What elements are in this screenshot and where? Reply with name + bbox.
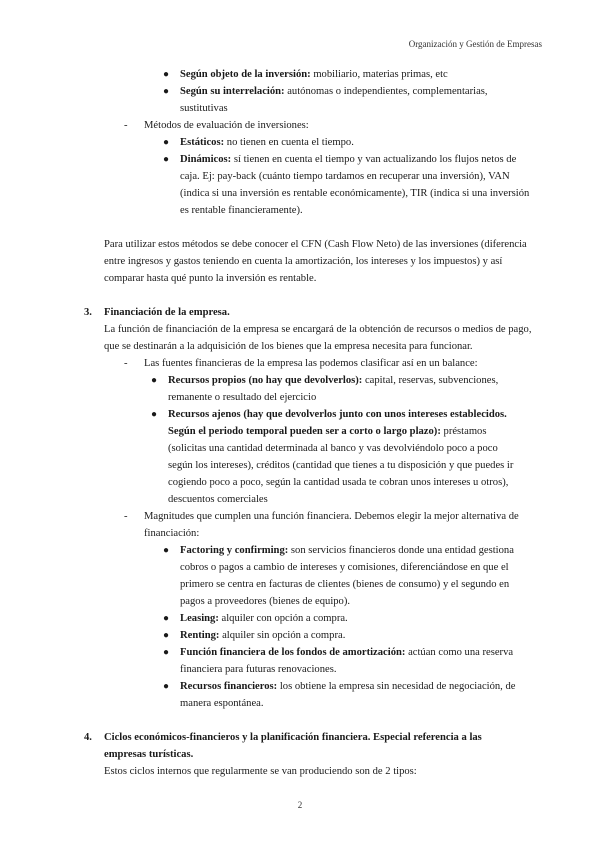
bullet-icon: ● <box>163 86 170 97</box>
bullet-icon: ● <box>163 545 170 556</box>
cfn-paragraph: Para utilizar estos métodos se debe conocer el CFN (Cash Flow Neto) de las inversiones (diferencia entre ingresos y gastos teniendo en cuenta la amortización, los intereses y los impuestos) y así comparar hasta qué punto la inversión es rentable. <box>104 239 527 284</box>
section-3-heading: 3. Financiación de la empresa. <box>84 307 230 318</box>
bullet-icon: ● <box>163 137 170 148</box>
bullet-icon: ● <box>163 647 170 658</box>
list-item: ● Leasing: alquiler con opción a compra. <box>180 610 534 627</box>
financial-sources-list: ● Recursos propios (no hay que devolverlos): capital, reservas, subvenciones, remanente o resultado del ejercicio ● Recursos ajenos (hay que devolverlos junto con unos intereses establecidos. Según el periodo temporal pueden ser a corto o largo plazo): préstamos (solicitas una cantidad determinada al banco y vas devolviéndolo poco a poco según los intereses), créditos (cantidad que tienes a tu disposición y que puedes ir cogiendo poco a poco, según la cantidad usada te cobran unos intereses u otros), descuentos comerciales <box>168 372 534 508</box>
page-content: ● Según objeto de la inversión: mobiliario, materias primas, etc ● Según su interrelación: autónomas o independientes, complementarias, sustitutivas - Métodos de evaluación de inversiones: ● Estáticos: no tienen en cuenta el tiempo. ● Dinámicos: sí tienen en cuenta el tiempo y van actualizando los flujos netos de caja. Ej: pay-back (cuánto tiempo tardamos en recuperar una inversión), VAN (indica si una inversión es rentable económicamente), TIR (indica si una inversión es rentable financieramente). Para utilizar estos métodos se debe conocer el CFN (Cash Flow Neto) de las inversiones (diferencia entre ingresos y gastos teniendo en cuenta la amortización, los intereses y los impuestos) y así comparar hasta qué punto la inversión es rentable. 3. Financiación de la empresa. La función de financiación de la empresa se encargará de la obtención de recursos o medios de pago, que se destinarán a la adquisición de los bienes que la empresa necesita para funcionar. - Las fuentes financieras de la empresa las podemos clasificar así en un balance: ● Recursos propios (no hay que devolverlos): capital, reservas, subvenciones, remanente o resultado del ejercicio ● Recursos ajenos (hay que devolverlos junto con unos intereses establecidos. Según el periodo temporal pueden ser a corto o largo plazo): préstamos (solicitas una cantidad determinada al banco y vas devolviéndolo poco a poco según los intereses), créditos (cantidad que tienes a tu disposición y que puedes ir cogiendo poco a poco, según la cantidad usada te cobran unos intereses u otros), descuentos comerciales - Magnitudes que cumplen una función financiera. Debemos elegir la mejor alternativa de financiación: ● Factoring y confirming: son servicios financieros donde una entidad gestiona cobros o pagos a cambio de intereses y comisiones, diferenciándose en que el primero se centra en facturas de clientes (bienes de consumo) y el segundo en pagos a proveedores (bienes de equipo). ● Leasing: alquiler con opción a compra. ● Renting: alquiler sin opción a compra. ● Función financiera de los fondos de amortización: actúan como una reserva financiera para futuras renovaciones. ● Recursos financieros: los obtiene la empresa sin necesidad de negociación, de manera espontánea. 4. Ciclos económicos-financieros y la planificación financiera. Especial referencia a las empresas turísticas. Estos ciclos internos que regularmente se van produciendo son de 2 tipos: <box>86 66 534 780</box>
evaluation-methods-list: ● Estáticos: no tienen en cuenta el tiempo. ● Dinámicos: sí tienen en cuenta el tiempo y van actualizando los flujos netos de caja. Ej: pay-back (cuánto tiempo tardamos en recuperar una inversión), VAN (indica si una inversión es rentable económicamente), TIR (indica si una inversión es rentable financieramente). <box>180 134 534 219</box>
sources-dash-item: - Las fuentes financieras de la empresa las podemos clasificar así en un balance: <box>144 355 534 372</box>
bullet-icon: ● <box>163 154 170 165</box>
bullet-icon: ● <box>151 409 158 420</box>
list-item: ● Función financiera de los fondos de amortización: actúan como una reserva <box>180 644 534 661</box>
dash-marker: - <box>124 358 128 369</box>
magnitudes-dash-item: - Magnitudes que cumplen una función financiera. Debemos elegir la mejor alternativa de <box>144 508 534 525</box>
bullet-icon: ● <box>163 681 170 692</box>
list-item: ● Según su interrelación: autónomas o independientes, complementarias, <box>180 83 534 100</box>
dash-marker: - <box>124 120 128 131</box>
methods-dash-item: - Métodos de evaluación de inversiones: <box>144 117 534 134</box>
dash-marker: - <box>124 511 128 522</box>
bullet-icon: ● <box>151 375 158 386</box>
bullet-icon: ● <box>163 69 170 80</box>
bullet-icon: ● <box>163 630 170 641</box>
list-item: ● Recursos financieros: los obtiene la empresa sin necesidad de negociación, de <box>180 678 534 695</box>
page-number: 2 <box>297 800 303 810</box>
list-item: ● Factoring y confirming: son servicios financieros donde una entidad gestiona <box>180 542 534 559</box>
list-item: ● Estáticos: no tienen en cuenta el tiempo. <box>180 134 534 151</box>
section-3-intro: La función de financiación de la empresa se encargará de la obtención de recursos o medios de pago, que se destinarán a la adquisición de los bienes que la empresa necesita para funcionar. <box>104 324 532 352</box>
financial-magnitudes-list: ● Factoring y confirming: son servicios financieros donde una entidad gestiona cobros o pagos a cambio de intereses y comisiones, diferenciándose en que el primero se centra en facturas de clientes (bienes de consumo) y el segundo en pagos a proveedores (bienes de equipo). ● Leasing: alquiler con opción a compra. ● Renting: alquiler sin opción a compra. ● Función financiera de los fondos de amortización: actúan como una reserva financiera para futuras renovaciones. ● Recursos financieros: los obtiene la empresa sin necesidad de negociación, de manera espontánea. <box>180 542 534 712</box>
section-4-heading: 4. Ciclos económicos-financieros y la planificación financiera. Especial referencia a las <box>84 732 482 743</box>
list-item: ● Recursos ajenos (hay que devolverlos junto con unos intereses establecidos. <box>168 406 534 423</box>
list-item: ● Recursos propios (no hay que devolverlos): capital, reservas, subvenciones, <box>168 372 534 389</box>
list-item: ● Dinámicos: sí tienen en cuenta el tiempo y van actualizando los flujos netos de <box>180 151 534 168</box>
list-item: ● Según objeto de la inversión: mobiliario, materias primas, etc <box>180 66 534 83</box>
bullet-icon: ● <box>163 613 170 624</box>
investment-type-list: ● Según objeto de la inversión: mobiliario, materias primas, etc ● Según su interrelación: autónomas o independientes, complementarias, sustitutivas <box>180 66 534 117</box>
list-item: ● Renting: alquiler sin opción a compra. <box>180 627 534 644</box>
running-header: Organización y Gestión de Empresas <box>408 39 542 49</box>
